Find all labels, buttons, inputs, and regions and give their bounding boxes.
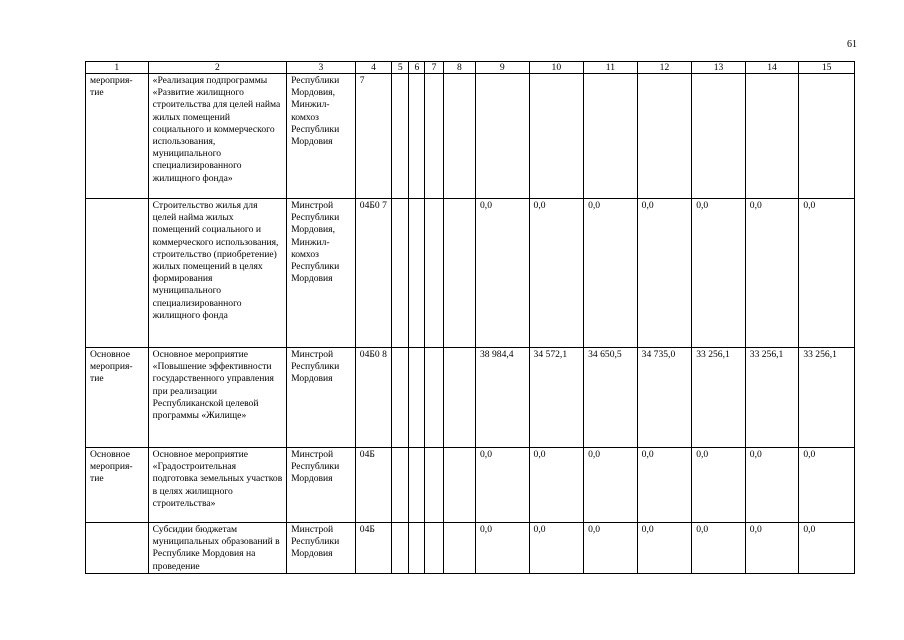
value-cell: 0,0 <box>692 523 746 574</box>
value-cell: 0,0 <box>529 199 584 348</box>
value-cell <box>799 74 855 199</box>
value-cell <box>745 74 799 199</box>
budget-table <box>85 61 855 574</box>
code-cell: 7 <box>355 74 391 199</box>
empty-cell <box>392 448 409 523</box>
empty-cell <box>409 348 425 448</box>
value-cell: 0,0 <box>476 199 530 348</box>
empty-cell <box>425 74 443 199</box>
empty-cell <box>425 199 443 348</box>
value-cell: 0,0 <box>799 199 855 348</box>
value-cell: 34 735,0 <box>637 348 692 448</box>
empty-cell <box>392 199 409 348</box>
empty-cell <box>392 348 409 448</box>
value-cell: 0,0 <box>584 448 638 523</box>
column-number: 5 <box>392 62 409 74</box>
column-number: 8 <box>443 62 475 74</box>
value-cell: 33 256,1 <box>799 348 855 448</box>
empty-cell <box>392 74 409 199</box>
empty-cell <box>443 199 475 348</box>
empty-cell <box>443 523 475 574</box>
column-number: 13 <box>692 62 746 74</box>
code-cell: 04Б <box>355 523 391 574</box>
type-cell: мероприя- тие <box>86 74 149 199</box>
column-number: 12 <box>637 62 692 74</box>
value-cell: 33 256,1 <box>692 348 746 448</box>
column-number-row <box>86 62 855 74</box>
value-cell: 0,0 <box>637 523 692 574</box>
table-row <box>86 74 855 199</box>
empty-cell <box>409 523 425 574</box>
code-cell: 04Б0 8 <box>355 348 391 448</box>
value-cell: 0,0 <box>584 199 638 348</box>
executor-cell: Минстрой Республики Мордовия, Минжил- комхоз Республики Мордовия <box>287 199 356 348</box>
column-number: 4 <box>355 62 391 74</box>
name-cell: Субсидии бюджетам муниципальных образований в Республике Мордовия на проведение <box>148 523 286 574</box>
value-cell: 0,0 <box>692 199 746 348</box>
name-cell: «Реализация подпрограммы «Развитие жилищного строительства для целей найма жилых помещений социального и коммерческого использования, муниципального специализированного жилищного фонда» <box>148 74 286 199</box>
empty-cell <box>409 199 425 348</box>
column-number: 15 <box>799 62 855 74</box>
empty-cell <box>425 448 443 523</box>
column-number: 3 <box>287 62 356 74</box>
value-cell: 0,0 <box>745 523 799 574</box>
value-cell: 0,0 <box>529 448 584 523</box>
value-cell <box>692 74 746 199</box>
code-cell: 04Б <box>355 448 391 523</box>
executor-cell: Минстрой Республики Мордовия <box>287 448 356 523</box>
column-number: 6 <box>409 62 425 74</box>
name-cell: Основное мероприятие «Повышение эффективности государственного управления при реализации Республиканской целевой программы «Жилище» <box>148 348 286 448</box>
code-cell: 04Б0 7 <box>355 199 391 348</box>
value-cell: 34 572,1 <box>529 348 584 448</box>
value-cell <box>637 74 692 199</box>
empty-cell <box>443 448 475 523</box>
value-cell <box>529 74 584 199</box>
empty-cell <box>392 523 409 574</box>
value-cell: 0,0 <box>745 448 799 523</box>
column-number: 2 <box>148 62 286 74</box>
value-cell: 34 650,5 <box>584 348 638 448</box>
table-row <box>86 523 855 574</box>
name-cell: Основное мероприятие «Градостроительная подготовка земельных участков в целях жилищного строительства» <box>148 448 286 523</box>
column-number: 7 <box>425 62 443 74</box>
column-number: 11 <box>584 62 638 74</box>
table-row <box>86 448 855 523</box>
value-cell: 33 256,1 <box>745 348 799 448</box>
type-cell <box>86 523 149 574</box>
value-cell: 0,0 <box>745 199 799 348</box>
name-cell: Строительство жилья для целей найма жилых помещений социального и коммерческого использования, строительство (приобретение) жилых помещений в целях формирования муниципального специализированного жилищного фонда <box>148 199 286 348</box>
empty-cell <box>425 348 443 448</box>
empty-cell <box>443 348 475 448</box>
value-cell: 0,0 <box>692 448 746 523</box>
column-number: 1 <box>86 62 149 74</box>
value-cell: 0,0 <box>476 523 530 574</box>
value-cell: 0,0 <box>476 448 530 523</box>
page-number: 61 <box>847 39 857 50</box>
table-row <box>86 199 855 348</box>
type-cell <box>86 199 149 348</box>
executor-cell: Минстрой Республики Мордовия <box>287 523 356 574</box>
value-cell: 0,0 <box>799 523 855 574</box>
column-number: 14 <box>745 62 799 74</box>
column-number: 9 <box>476 62 530 74</box>
column-number: 10 <box>529 62 584 74</box>
executor-cell: Республики Мордовия, Минжил- комхоз Республики Мордовия <box>287 74 356 199</box>
type-cell: Основное мероприя- тие <box>86 348 149 448</box>
empty-cell <box>409 74 425 199</box>
value-cell: 0,0 <box>637 199 692 348</box>
value-cell <box>584 74 638 199</box>
empty-cell <box>409 448 425 523</box>
empty-cell <box>443 74 475 199</box>
empty-cell <box>425 523 443 574</box>
table-row <box>86 348 855 448</box>
executor-cell: Минстрой Республики Мордовия <box>287 348 356 448</box>
value-cell: 38 984,4 <box>476 348 530 448</box>
type-cell: Основное мероприя- тие <box>86 448 149 523</box>
value-cell: 0,0 <box>799 448 855 523</box>
value-cell <box>476 74 530 199</box>
value-cell: 0,0 <box>584 523 638 574</box>
value-cell: 0,0 <box>637 448 692 523</box>
value-cell: 0,0 <box>529 523 584 574</box>
